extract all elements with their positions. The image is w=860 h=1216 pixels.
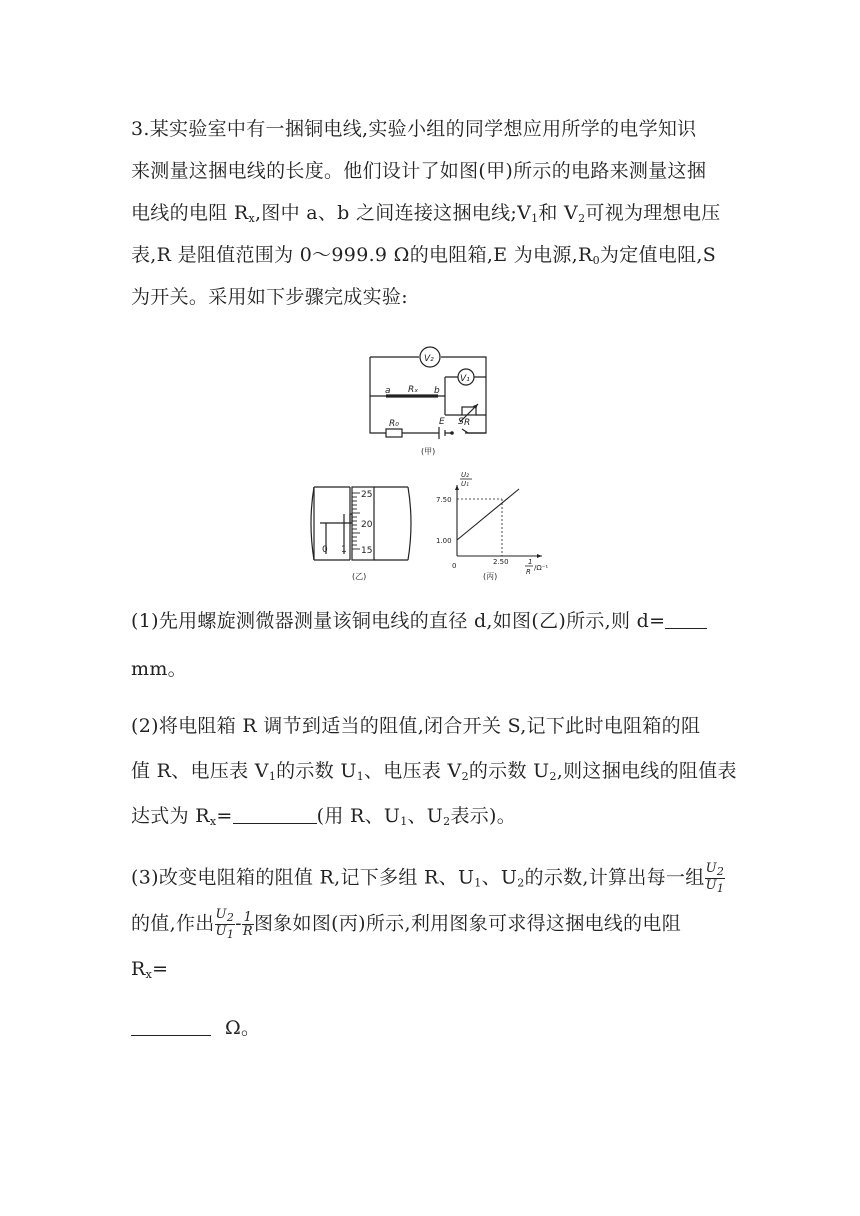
caption-bing: (丙) bbox=[483, 572, 498, 581]
micrometer-diagram bbox=[300, 478, 430, 588]
x-tick-250: 2.50 bbox=[493, 558, 509, 566]
r0-label: R₀ bbox=[389, 419, 399, 429]
fraction-u2-u1-inline: $\frac{U_2}{U_1}$ bbox=[215, 907, 235, 941]
e-label: E bbox=[439, 417, 445, 427]
rx-label: Rₓ bbox=[408, 385, 419, 395]
question-1-line-1: (1)先用螺旋测微器测量该铜电线的直径 d,如图(乙)所示,则 d= bbox=[131, 609, 707, 633]
s-label: S bbox=[458, 417, 464, 427]
sleeve-mark-1: 1 bbox=[341, 545, 347, 555]
y-tick-750: 7.50 bbox=[436, 496, 452, 504]
caption-yi: (乙) bbox=[352, 572, 367, 581]
a-label: a bbox=[385, 386, 391, 396]
xlabel-den: R bbox=[526, 568, 531, 576]
r-label: R bbox=[464, 418, 471, 428]
question-3-line-1: (3)改变电阻箱的阻值 R,记下多组 R、$U_1$、$U_2$的示数,计算出每一组 $\frac{U_2}{U_1}$ bbox=[131, 861, 725, 895]
answer-blank-rx-expression[interactable] bbox=[233, 805, 317, 824]
question-1-line-2: mm。 bbox=[131, 658, 187, 680]
ylabel-num: U₂ bbox=[461, 471, 469, 479]
question-2-line-1: (2)将电阻箱 R 调节到适当的阻值,闭合开关 S,记下此时电阻箱的阻 bbox=[131, 715, 701, 737]
caption-jia: (甲) bbox=[421, 447, 436, 456]
v2-label: V₂ bbox=[424, 354, 434, 364]
problem-line-5: 为开关。采用如下步骤完成实验: bbox=[131, 286, 408, 308]
question-2-line-2: 值 R、电压表 $V_1$的示数 $U_1$、电压表 $V_2$的示数 $U_2$,则这捆电线的阻值表 bbox=[131, 760, 737, 783]
sleeve-mark-0: 0 bbox=[322, 545, 328, 555]
question-3-line-3: $R_x=$ bbox=[131, 958, 169, 981]
question-2-line-3: 达式为 $R_x=$ (用 R、$U_1$、$U_2$表示)。 bbox=[131, 805, 517, 828]
thimble-tick-20: 20 bbox=[361, 520, 373, 530]
x-unit: /Ω⁻¹ bbox=[534, 564, 549, 572]
ylabel-den: U₁ bbox=[461, 480, 469, 488]
fraction-u2-u1: $\frac{U_2}{U_1}$ bbox=[705, 861, 725, 895]
y-tick-100: 1.00 bbox=[436, 537, 452, 545]
xlabel-num: 1 bbox=[528, 558, 533, 566]
b-label: b bbox=[434, 386, 440, 396]
answer-blank-d[interactable] bbox=[665, 610, 707, 629]
graph-diagram bbox=[432, 467, 562, 582]
question-3-line-2: 的值,作出 $\frac{U_2}{U_1}$ - $\frac{1}{R}$ 图象如图(丙)所示,利用图象可求得这捆电线的电阻 bbox=[131, 907, 682, 941]
origin-label: 0 bbox=[452, 562, 457, 570]
thimble-tick-15: 15 bbox=[361, 546, 373, 556]
problem-line-2: 来测量这捆电线的长度。他们设计了如图(甲)所示的电路来测量这捆 bbox=[131, 160, 707, 182]
problem-line-1: 3.某实验室中有一捆铜电线,实验小组的同学想应用所学的电学知识 bbox=[131, 118, 697, 140]
answer-blank-rx-value[interactable] bbox=[131, 1017, 211, 1036]
problem-line-3: 电线的电阻 $R_x$,图中 a、b 之间连接这捆电线$;V_1$和 $V_2$可视为理想电压 bbox=[131, 202, 721, 225]
problem-line-4: 表,R 是阻值范围为 0～999.9 Ω的电阻箱,E 为电源$,R_0$为定值电阻,S bbox=[131, 244, 717, 267]
fraction-1-over-r: $\frac{1}{R}$ bbox=[242, 910, 253, 939]
circuit-diagram bbox=[360, 340, 500, 460]
v1-label: V₁ bbox=[460, 374, 470, 384]
question-3-line-4: Ω。 bbox=[131, 1016, 260, 1040]
thimble-tick-25: 25 bbox=[361, 490, 373, 500]
